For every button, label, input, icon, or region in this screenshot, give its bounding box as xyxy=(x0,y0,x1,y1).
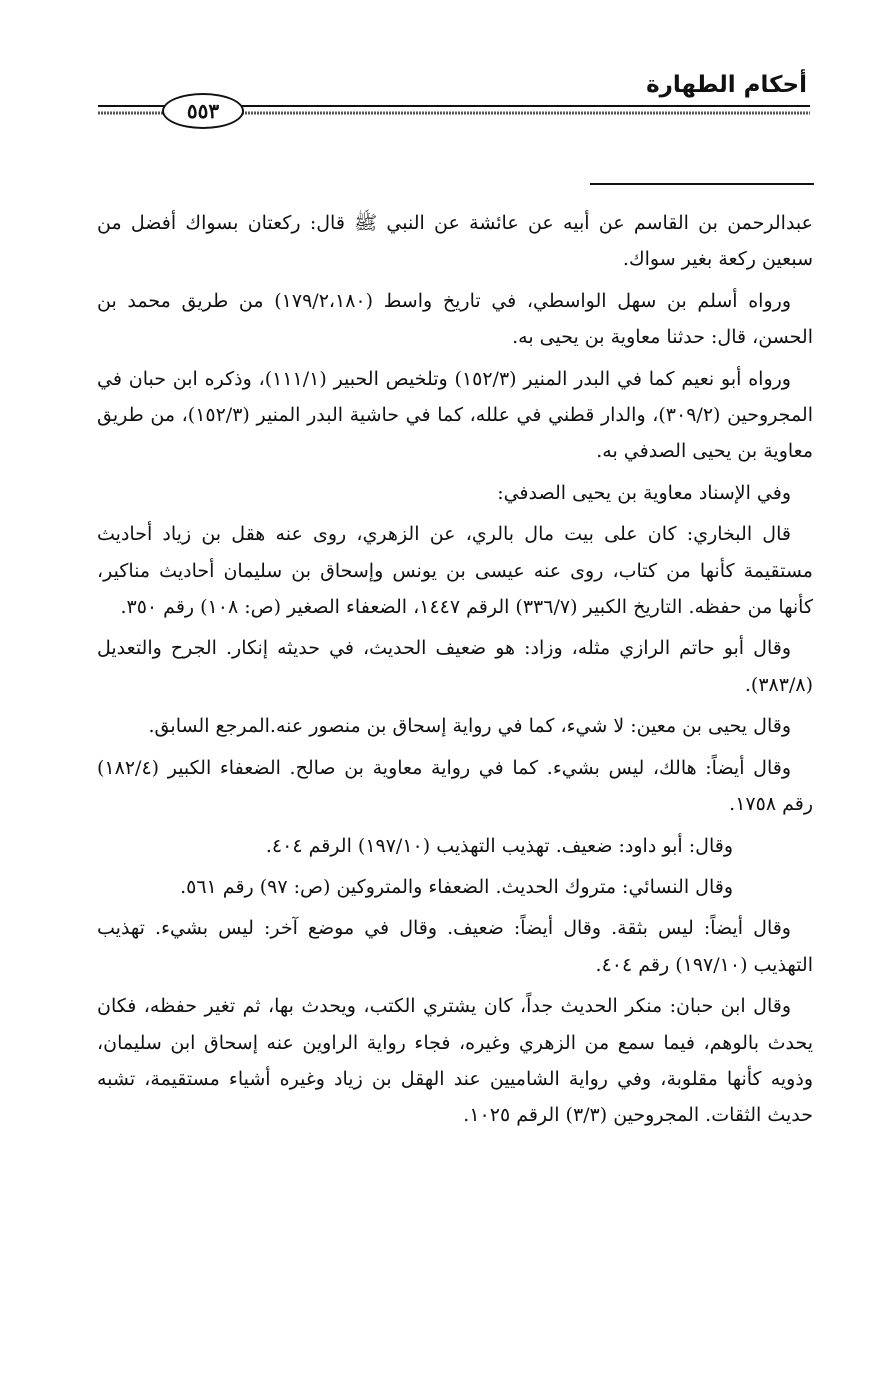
footnote-separator xyxy=(590,183,814,185)
paragraph: وقال يحيى بن معين: لا شيء، كما في رواية إسحاق بن منصور عنه.المرجع السابق. xyxy=(148,715,791,738)
paragraph: عبدالرحمن بن القاسم عن أبيه عن عائشة عن النبي ﷺ قال: ركعتان بسواك أفضل من سبعين ركعة بغير سواك. xyxy=(97,212,813,271)
paragraph: قال البخاري: كان على بيت مال بالري، عن الزهري، روى عنه هقل بن زياد أحاديث مستقيمة كأنها من كتاب، روى عنه عيسى بن يونس وإسحاق بن سليمان أحاديث مناكير، كأنها من حفظه. التاريخ الكبير (٣٣٦/٧) الرقم ١٤٤٧، الضعفاء الصغير (ص: ١٠٨) رقم ٣٥٠. xyxy=(97,523,813,619)
paragraph: وقال أيضاً: ليس بثقة. وقال أيضاً: ضعيف. وقال في موضع آخر: ليس بشيء. تهذيب التهذيب (١٩٧/١٠) رقم ٤٠٤. xyxy=(97,917,813,976)
running-header-title: أحكام الطهارة xyxy=(646,72,807,98)
paragraph: وفي الإسناد معاوية بن يحيى الصدفي: xyxy=(497,481,791,504)
paragraph: وقال أيضاً: هالك، ليس بشيء. كما في رواية معاوية بن صالح. الضعفاء الكبير (١٨٢/٤) رقم ١٧٥٨. xyxy=(97,756,813,816)
footnote-body xyxy=(97,205,813,1139)
paragraph: وقال ابن حبان: منكر الحديث جداً، كان يشتري الكتب، ويحدث بها، ثم تغير حفظه، فكان يحدث بالوهم، فيما سمع من الزهري وغيره، فجاء رواية الراوين عنه إسحاق ابن سليمان، وذويه كأنها مقلوبة، وفي رواية الشاميين عند الهقل بن زياد وغيره أشياء مستقيمة، تشبه حديث الثقات. المجروحين (٣/٣) الرقم ١٠٢٥. xyxy=(97,995,813,1127)
paragraph: وقال: أبو داود: ضعيف. تهذيب التهذيب (١٩٧/١٠) الرقم ٤٠٤. xyxy=(265,834,733,857)
page-number: ٥٥٣ xyxy=(162,93,244,129)
paragraph: وقال أبو حاتم الرازي مثله، وزاد: هو ضعيف الحديث، في حديثه إنكار. الجرح والتعديل (٣٨٣/٨). xyxy=(97,637,813,696)
paragraph: وقال النسائي: متروك الحديث. الضعفاء والمتروكين (ص: ٩٧) رقم ٥٦١. xyxy=(180,875,733,898)
paragraph: ورواه أبو نعيم كما في البدر المنير (١٥٢/٣) وتلخيص الحبير (١١١/١)، وذكره ابن حبان في المجروحين (٣٠٩/٢)، والدار قطني في علله، كما في حاشية البدر المنير (١٥٢/٣)، من طريق معاوية بن يحيى الصدفي به. xyxy=(97,367,813,463)
paragraph: ورواه أسلم بن سهل الواسطي، في تاريخ واسط (١٧٩/٢،١٨٠) من طريق محمد بن الحسن، قال: حدثنا معاوية بن يحيى به. xyxy=(97,289,813,349)
